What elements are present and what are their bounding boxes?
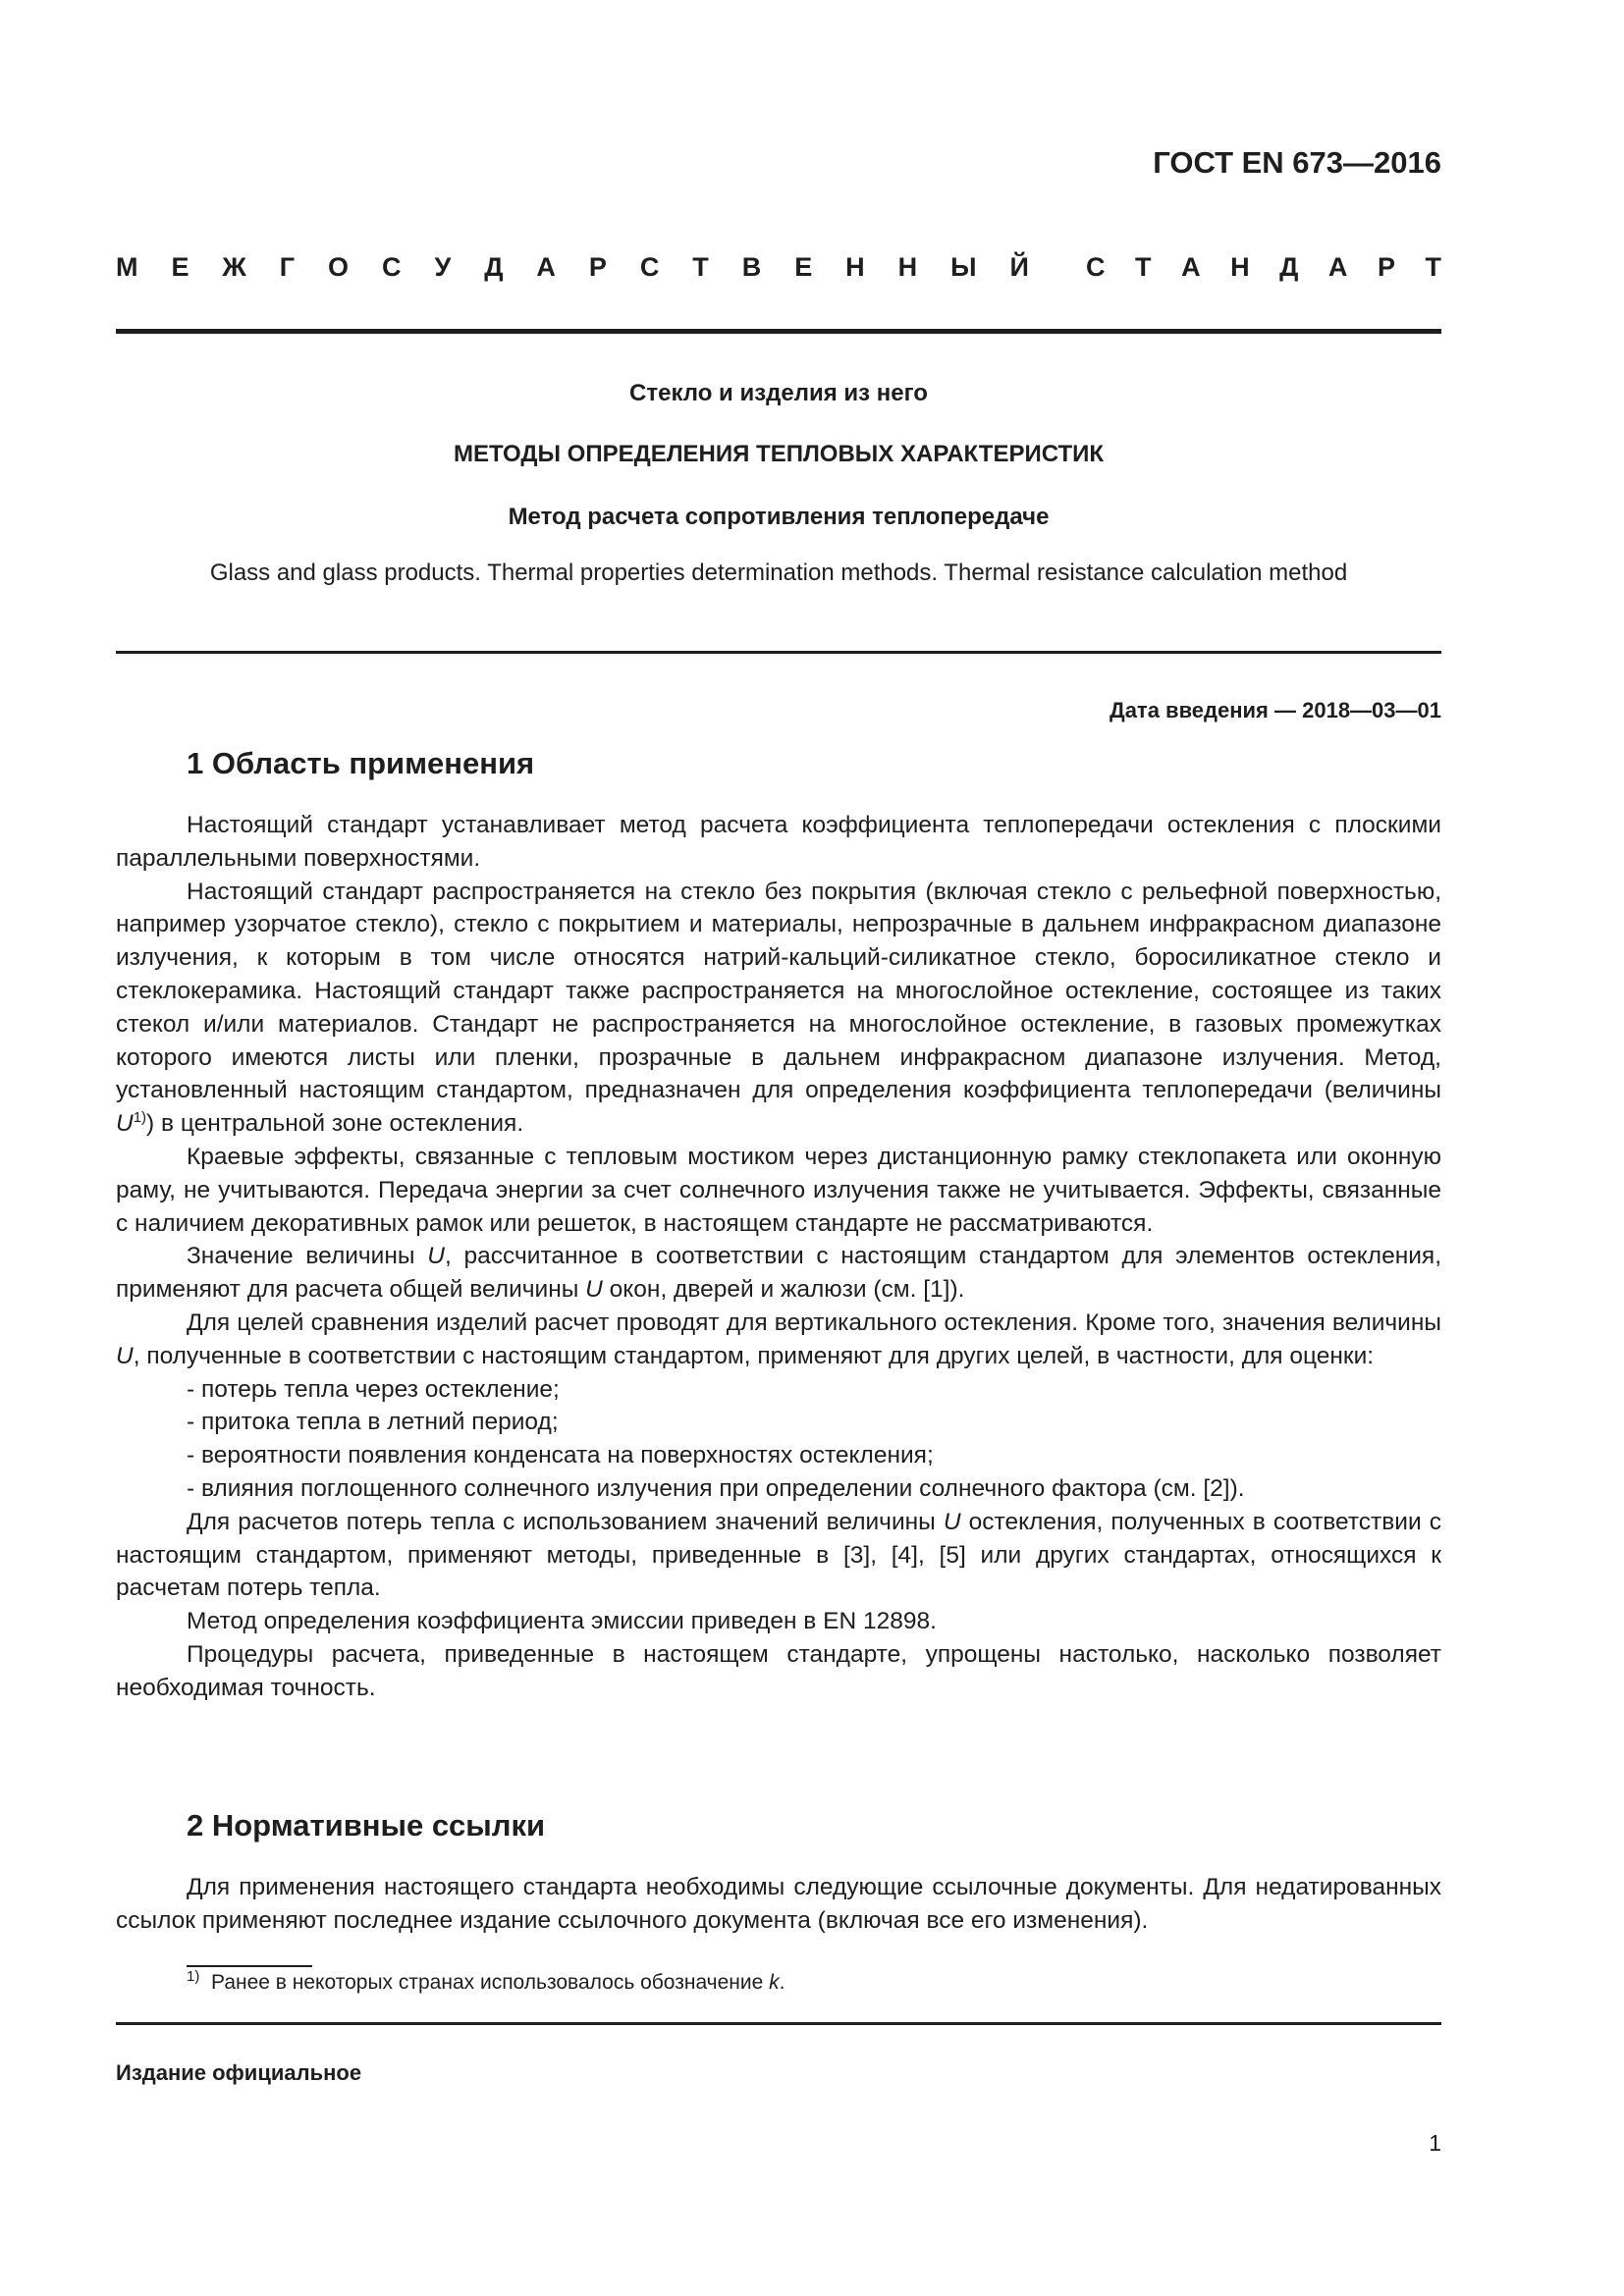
paragraph: Для целей сравнения изделий расчет проводят для вертикального остекления. Кроме того, значения величины U, полученные в соответствии с настоящим стандартом, применяют для других целей, в частности, для оценки: [116,1308,1441,1369]
footnote-separator [187,1965,312,1967]
section-2-heading: 2 Нормативные ссылки [187,1808,546,1842]
paragraph: Процедуры расчета, приведенные в настоящем стандарте, упрощены настолько, насколько позволяет необходимая точность. [116,1640,1441,1701]
section-1-heading: 1 Область применения [187,746,535,780]
paragraph: Настоящий стандарт устанавливает метод расчета коэффициента теплопередачи остекления с плоскими параллельными поверхностями. [116,812,1441,872]
paragraph: Метод определения коэффициента эмиссии приведен в EN 12898. [187,1608,937,1635]
section-1-body [116,809,1441,1705]
footer-rule [116,2022,1441,2025]
header-rule [116,329,1441,334]
paragraph: Для применения настоящего стандарта необходимы следующие ссылочные документы. Для недатированных ссылок применяют последнее издание ссылочного документа (включая все его изменения). [116,1874,1441,1934]
standard-type-banner [116,249,1441,285]
section-2-body [116,1871,1441,1938]
paragraph: Настоящий стандарт распространяется на стекло без покрытия (включая стекло с рельефной поверхностью, например узорчатое стекло), стекло с покрытием и материалы, непрозрачные в дальнем инфракрасном диапазоне излучения, к которым в том числе относятся натрий-кальций-силикатное стекло, боросиликатное стекло и стеклокерамика. Настоящий стандарт также распространяется на многослойное остекление, состоящее из таких стекол и/или материалов. Стандарт не распространяется на многослойное остекление, в газовых промежутках которого имеются листы или пленки, прозрачные в дальнем инфракрасном диапазоне излучения. Метод, установленный настоящим стандартом, предназначен для определения коэффициента теплопередачи (величины $U^{1)}$) в центральной зоне остекления. [116,878,1441,1138]
introduction-date: Дата введения — 2018—03—01 [1110,698,1441,722]
standard-code: ГОСТ EN 673—2016 [1153,145,1441,180]
paragraph: Краевые эффекты, связанные с тепловым мостиком через дистанционную рамку стеклопакета или оконную раму, не учитываются. Передача энергии за счет солнечного излучения также не учитывается. Эффекты, связанные с наличием декоративных рамок или решеток, в настоящем стандарте не рассматриваются. [116,1143,1441,1237]
list-item: - влияния поглощенного солнечного излучения при определении солнечного фактора (см. [2]). [187,1474,1245,1502]
banner-word-standard: С Т А Н Д А Р Т [1086,251,1441,282]
page-number: 1 [1429,2130,1441,2156]
list-item: - притока тепла в летний период; [187,1409,559,1436]
footnote-ref: 1) [133,1109,147,1127]
title-line-1: Стекло и изделия из него [629,380,928,406]
title-line-3: Метод расчета сопротивления теплопередаче [508,504,1050,530]
footnote: $^{1)}$ Ранее в некоторых странах использовалось обозначение k. [187,1968,785,1994]
title-rule [116,651,1441,654]
banner-word-interstate: М Е Ж Г О С У Д А Р С Т В Е Н Н Ы Й [116,251,1029,282]
list-item: - потерь тепла через остекление; [187,1375,560,1403]
paragraph: Для расчетов потерь тепла с использованием значений величины U остекления, полученных в соответствии с настоящим стандартом, применяют методы, приведенные в [3], [4], [5] или других стандартах, относящихся к расчетам потерь тепла. [116,1508,1441,1602]
title-english: Glass and glass products. Thermal properties determination methods. Thermal resistance calculation method [209,560,1348,586]
list-item: - вероятности появления конденсата на поверхностях остекления; [187,1442,934,1469]
official-edition-label: Издание официальное [116,2060,362,2085]
title-line-2: МЕТОДЫ ОПРЕДЕЛЕНИЯ ТЕПЛОВЫХ ХАРАКТЕРИСТИК [453,441,1105,467]
paragraph: Значение величины U, рассчитанное в соответствии с настоящим стандартом для элементов остекления, применяют для расчета общей величины U окон, дверей и жалюзи (см. [1]). [116,1243,1442,1304]
